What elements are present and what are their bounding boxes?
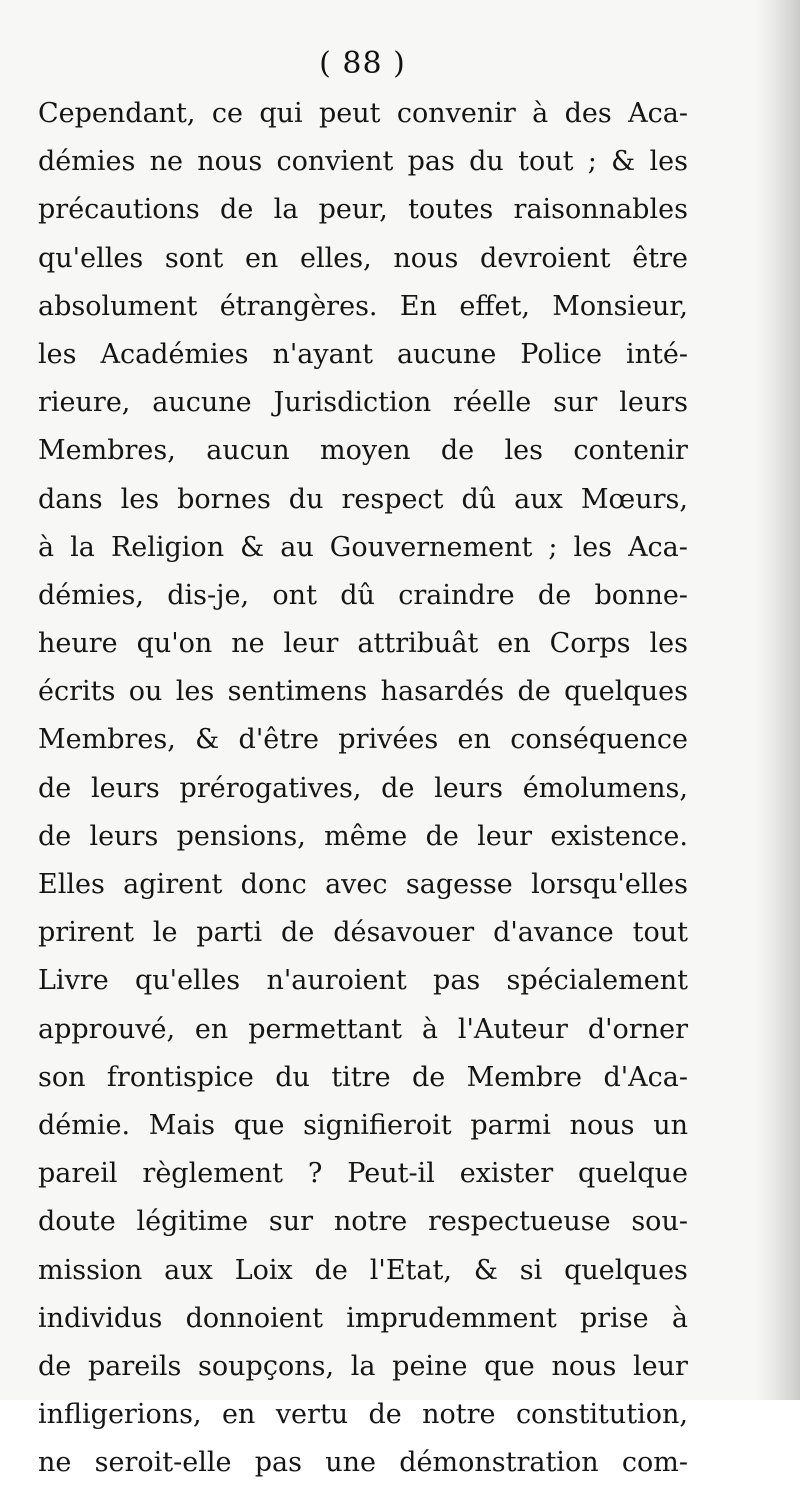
text-line: à la Religion & au Gouvernement ; les Aca- <box>38 531 688 563</box>
text-line: prirent le parti de désavouer d'avance tout <box>38 917 688 949</box>
text-line: Membres, aucun moyen de les contenir <box>38 435 688 467</box>
text-line: Livre qu'elles n'auroient pas spécialement <box>38 965 688 997</box>
text-line: de leurs pensions, même de leur existence. <box>38 820 688 852</box>
text-line: rieure, aucune Jurisdiction réelle sur leurs <box>38 387 688 419</box>
text-line: écrits ou les sentimens hasardés de quelques <box>38 676 688 708</box>
text-line: son frontispice du titre de Membre d'Aca- <box>38 1061 688 1093</box>
text-line: de leurs prérogatives, de leurs émolumens, <box>38 772 688 804</box>
text-line: dans les bornes du respect dû aux Mœurs, <box>38 483 688 515</box>
text-line: de pareils soupçons, la peine que nous leur <box>38 1350 688 1382</box>
text-line: absolument étrangères. En effet, Monsieur, <box>38 290 688 322</box>
page-edge-shadow <box>754 0 800 1400</box>
text-line: démies, dis-je, ont dû craindre de bonne- <box>38 579 688 611</box>
text-line: mission aux Loix de l'Etat, & si quelques <box>38 1254 688 1286</box>
body-text <box>38 90 688 1487</box>
text-line: Elles agirent donc avec sagesse lorsqu'elles <box>38 869 688 900</box>
text-line: approuvé, en permettant à l'Auteur d'orner <box>38 1013 688 1045</box>
text-line: pareil règlement ? Peut-il exister quelque <box>38 1158 688 1190</box>
text-line: démies ne nous convient pas du tout ; & les <box>38 146 688 178</box>
text-line: démie. Mais que signifieroit parmi nous un <box>38 1109 688 1141</box>
text-line: heure qu'on ne leur attribuât en Corps les <box>38 628 688 660</box>
text-line: Membres, & d'être privées en conséquence <box>38 724 688 756</box>
text-line: qu'elles sont en elles, nous devroient être <box>38 242 688 274</box>
text-line: doute légitime sur notre respectueuse sou- <box>38 1206 688 1238</box>
text-line: précautions de la peur, toutes raisonnables <box>38 194 688 226</box>
text-line: Cependant, ce qui peut convenir à des Aca- <box>38 98 688 129</box>
page-number: ( 88 ) <box>319 46 406 81</box>
text-line: infligerions, en vertu de notre constitution, <box>38 1399 688 1431</box>
text-line: ne seroit-elle pas une démonstration com- <box>38 1447 688 1479</box>
text-line: individus donnoient imprudemment prise à <box>38 1302 688 1334</box>
text-line: les Académies n'ayant aucune Police inté- <box>38 338 688 370</box>
